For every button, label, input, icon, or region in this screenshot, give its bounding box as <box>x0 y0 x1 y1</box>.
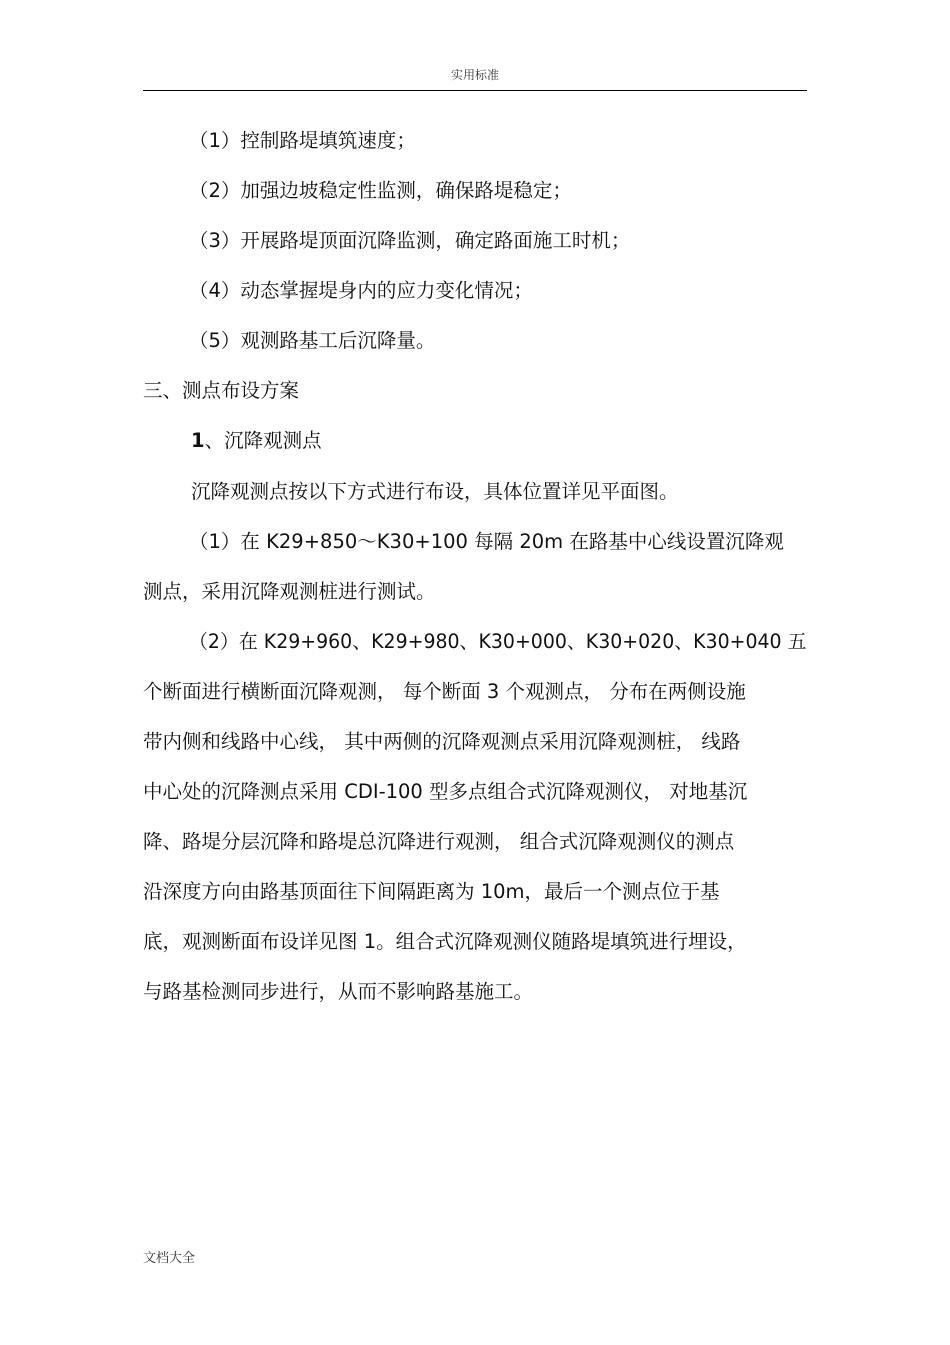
subsection-number: 1 <box>191 429 205 452</box>
goal-item-2: （2）加强边坡稳定性监测，确保路堤稳定； <box>189 179 572 202</box>
item1-line-2: 测点，采用沉降观测桩进行测试。 <box>143 580 436 603</box>
goal-item-5: （5）观测路基工后沉降量。 <box>189 329 436 352</box>
header-divider <box>143 90 807 91</box>
goal-item-3: （3）开展路堤顶面沉降监测，确定路面施工时机； <box>189 229 631 252</box>
item2-line-2: 个断面进行横断面沉降观测， 每个断面 3 个观测点， 分布在两侧设施 <box>143 680 746 703</box>
subsection-title: 、沉降观测点 <box>204 429 322 452</box>
page-header-title: 实用标准 <box>450 68 499 82</box>
item2-line-1: （2）在 K29+960、K29+980、K30+000、K30+020、K30+040 五 <box>189 630 807 653</box>
subsection-heading <box>191 428 322 454</box>
item2-line-5: 降、路堤分层沉降和路堤总沉降进行观测， 组合式沉降观测仪的测点 <box>143 830 735 853</box>
intro-paragraph: 沉降观测点按以下方式进行布设，具体位置详见平面图。 <box>191 480 679 503</box>
item2-line-8: 与路基检测同步进行，从而不影响路基施工。 <box>143 980 534 1003</box>
goal-item-1: （1）控制路堤填筑速度； <box>189 129 416 152</box>
item2-line-3: 带内侧和线路中心线， 其中两侧的沉降观测点采用沉降观测桩， 线路 <box>143 730 741 753</box>
section-heading: 三、测点布设方案 <box>143 379 300 402</box>
item2-line-7: 底，观测断面布设详见图 1。组合式沉降观测仪随路堤填筑进行埋设， <box>143 930 747 953</box>
page-footer: 文档大全 <box>143 1251 196 1266</box>
item2-line-4: 中心处的沉降测点采用 CDI-100 型多点组合式沉降观测仪， 对地基沉 <box>143 780 748 803</box>
item2-line-6: 沿深度方向由路基顶面往下间隔距离为 10m，最后一个测点位于基 <box>143 880 720 903</box>
item1-line-1: （1）在 K29+850～K30+100 每隔 20m 在路基中心线设置沉降观 <box>189 530 784 553</box>
goal-item-4: （4）动态掌握堤身内的应力变化情况； <box>189 279 533 302</box>
